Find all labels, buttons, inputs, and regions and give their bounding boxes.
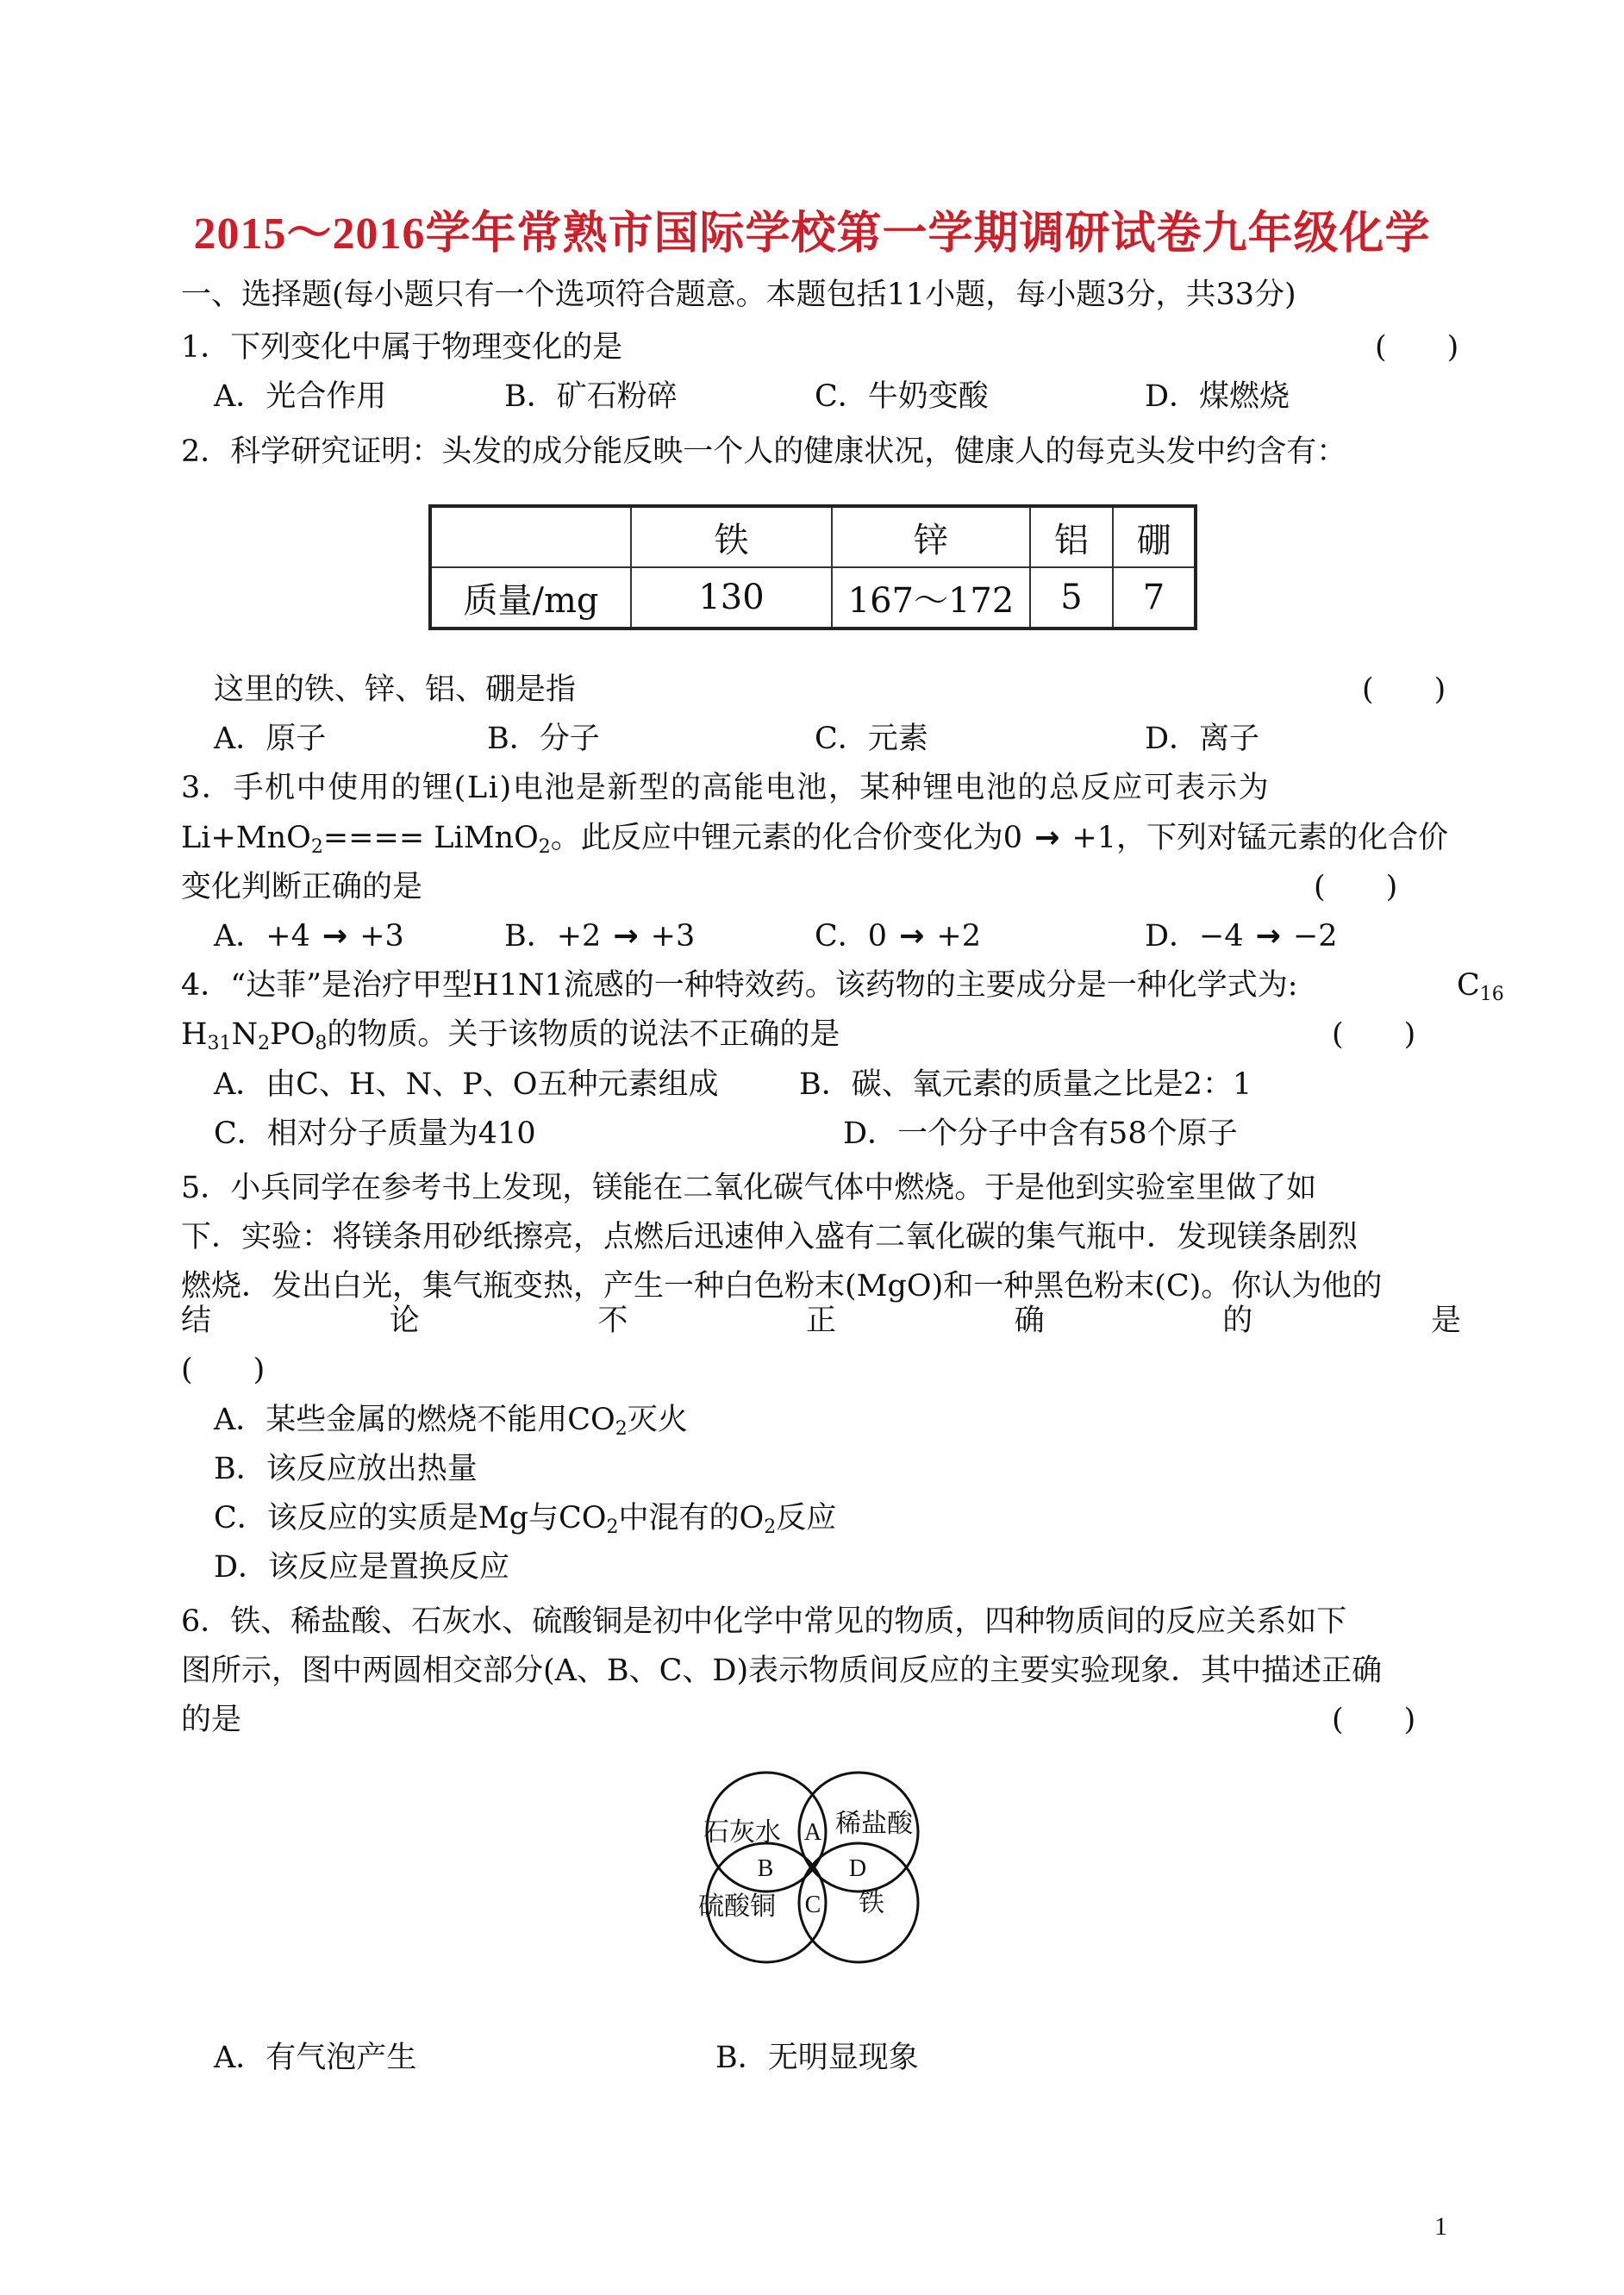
q5-option-b: B．该反应放出热量 [214,1452,478,1486]
q4-option-c: C．相对分子质量为410 [214,1116,536,1151]
q5-option-d: D．该反应是置换反应 [214,1550,510,1585]
q3-line2: Li+MnO$_2$==== LiMnO$_2$。此反应中锂元素的化合价变化为0 → +1，下列对锰元素的化合价 [181,821,1449,858]
table-cell: 7 [1113,567,1196,628]
q3-option-c: C．0 → +2 [815,919,981,954]
q4-formula-c: $C_{16}$ [1457,968,1504,1005]
arrow-icon: → [322,919,348,954]
q3-option-a: A．+4 → +3 [214,919,404,954]
q4-option-a: A．由C、H、N、P、O五种元素组成 [214,1067,719,1102]
table-header-cell: 铝 [1030,506,1113,567]
q3-line3: 变化判断正确的是 [181,870,423,904]
arrow-icon: → [613,919,639,954]
q6-option-a: A．有气泡产生 [214,2041,417,2075]
q2-option-a: A．原子 [214,722,327,756]
q4-answer-paren: ( ) [1332,1017,1416,1052]
table-row [430,567,1196,628]
q5-word: 结 [181,1304,212,1338]
arrow-icon: → [899,919,925,954]
q1-answer-paren: ( ) [1375,330,1459,365]
venn-label-copper-sulfate: 硫酸铜 [698,1892,776,1922]
q5-word: 正 [805,1304,836,1338]
table-cell: 130 [631,567,832,628]
q2-answer-paren: ( ) [1362,672,1446,707]
venn-label-iron: 铁 [859,1888,884,1918]
q1-option-a: A．光合作用 [214,379,387,414]
page-title: 2015～2016学年常熟市国际学校第一学期调研试卷九年级化学 [193,209,1431,259]
arrow-icon: → [1255,919,1281,954]
q5-word: 确 [1014,1304,1045,1338]
q3-line1: 3．手机中使用的锂(Li)电池是新型的高能电池，某种锂电池的总反应可表示为 [181,771,1271,805]
q6-answer-paren: ( ) [1332,1703,1416,1737]
q6-line3: 的是 [181,1703,242,1737]
table-cell: 5 [1030,567,1113,628]
q2-option-c: C．元素 [815,722,928,756]
q6-option-b: B．无明显现象 [715,2041,919,2075]
q3-option-d: D．−4 → −2 [1145,919,1338,954]
q2-followup: 这里的铁、锌、铝、硼是指 [214,672,577,707]
q5-line3: 燃烧．发出白光，集气瓶变热，产生一种白色粉末(MgO)和一种黑色粉末(C)。你认为他的 [181,1269,1383,1304]
table-row [430,506,1196,567]
q5-word: 不 [597,1304,628,1338]
venn-diagram [686,1763,936,1970]
q3-option-b: B．+2 → +3 [504,919,696,954]
table-cell: 167～172 [832,567,1030,628]
q2-option-b: B．分子 [487,722,600,756]
q5-word: 的 [1222,1304,1253,1338]
venn-label-lime-water: 石灰水 [703,1817,781,1848]
q5-answer-paren: ( ) [181,1353,265,1387]
q5-word: 论 [389,1304,420,1338]
page-number: 1 [1434,2212,1447,2241]
q6-line1: 6．铁、稀盐酸、石灰水、硫酸铜是初中化学中常见的物质，四种物质间的反应关系如下 [181,1604,1347,1639]
venn-region-a: A [803,1819,822,1846]
table-row-label: 质量/mg [430,567,631,628]
venn-region-c: C [804,1892,821,1918]
q6-line2: 图所示，图中两圆相交部分(A、B、C、D)表示物质间反应的主要实验现象．其中描述正确 [181,1654,1383,1688]
venn-label-hydrochloric-acid: 稀盐酸 [835,1809,913,1839]
table-header-cell: 铁 [631,506,832,567]
q5-option-c: C．该反应的实质是Mg与$CO_2$中混有的$O_2$反应 [214,1501,837,1538]
table-header-cell: 硼 [1113,506,1196,567]
arrow-icon: → [1034,821,1060,855]
venn-region-d: D [848,1855,867,1882]
hair-composition-table [428,504,1197,630]
q5-line2: 下．实验：将镁条用砂纸擦亮，点燃后迅速伸入盛有二氧化碳的集气瓶中．发现镁条剧烈 [181,1220,1359,1254]
q4-line1: 4．“达菲”是治疗甲型H1N1流感的一种特效药。该药物的主要成分是一种化学式为: [181,968,1298,1003]
q4-option-d: D．一个分子中含有58个原子 [843,1116,1238,1151]
q1-option-b: B．矿石粉碎 [504,379,678,414]
q4-option-b: B．碳、氧元素的质量之比是2：1 [799,1067,1252,1102]
q5-option-a: A．某些金属的燃烧不能用$CO_2$灭火 [214,1403,688,1440]
q1-option-c: C．牛奶变酸 [815,379,989,414]
q3-answer-paren: ( ) [1314,870,1398,904]
q2-option-d: D．离子 [1145,722,1260,756]
q5-line4 [181,1302,1461,1340]
table-header-cell: 锌 [832,506,1030,567]
q2-stem: 2．科学研究证明：头发的成分能反映一个人的健康状况，健康人的每克头发中约含有： [181,435,1347,469]
q4-line2: $H_{31}N_2PO_8$的物质。关于该物质的说法不正确的是 [181,1017,840,1054]
table-header-cell [430,506,631,567]
q1-option-d: D．煤燃烧 [1145,379,1290,414]
q5-line1: 5．小兵同学在参考书上发现，镁能在二氧化碳气体中燃烧。于是他到实验室里做了如 [181,1171,1317,1205]
q1-stem: 1．下列变化中属于物理变化的是 [181,330,623,365]
q5-word: 是 [1430,1304,1461,1338]
section-header: 一、选择题(每小题只有一个选项符合题意。本题包括11小题，每小题3分，共33分) [181,278,1296,312]
venn-region-b: B [757,1855,774,1882]
